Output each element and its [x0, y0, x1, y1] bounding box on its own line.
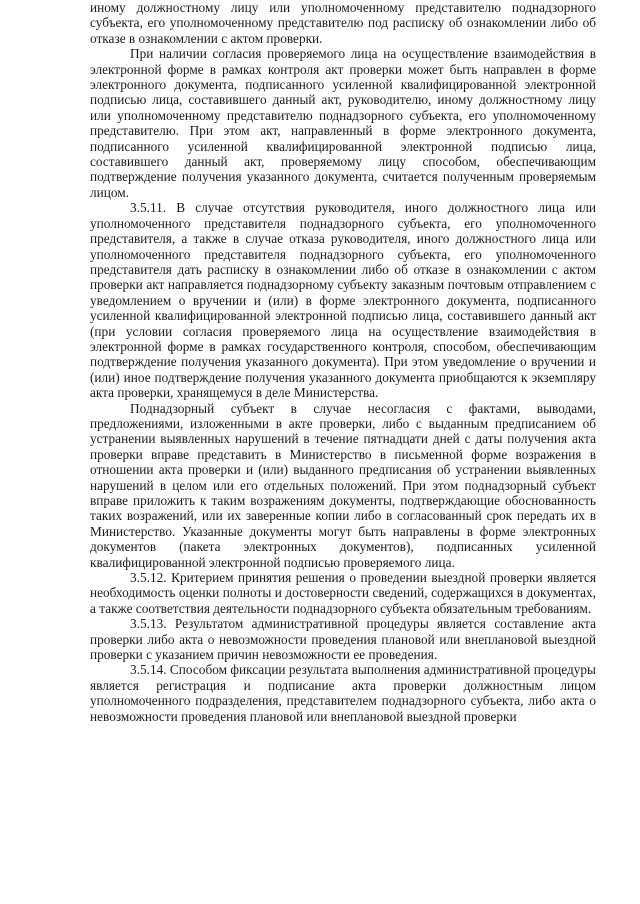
paragraph-3-5-12: 3.5.12. Критерием принятия решения о проведении выездной проверки является необходимость оценки полноты и достоверности сведений, содержащихся в документах, а также соответствия деятельности поднадзорного субъекта обязательным требованиям. [90, 570, 596, 616]
paragraph-electronic-act: При наличии согласия проверяемого лица на осуществление взаимодействия в электронной форме в рамках контроля акт проверки может быть направлен в форме электронного документа, подписанного усиленной квалифицированной электронной подписью лица, составившего данный акт, руководителю, иному должностному лицу или уполномоченному представителю поднадзорного субъекта, его уполномоченному представителю. При этом акт, направленный в форме электронного документа, подписанного усиленной квалифицированной электронной подписью лица, составившего данный акт, проверяемому лицу способом, обеспечивающим подтверждение получения указанного документа, считается полученным проверяемым лицом. [90, 46, 596, 200]
paragraph-continuation: иному должностному лицу или уполномоченному представителю поднадзорного субъекта, его уполномоченному представителю под расписку об ознакомлении либо об отказе в ознакомлении с актом проверки. [90, 0, 596, 46]
paragraph-3-5-13: 3.5.13. Результатом административной процедуры является составление акта проверки либо акта о невозможности проведения плановой или внеплановой выездной проверки с указанием причин невозможности ее проведения. [90, 616, 596, 663]
paragraph-3-5-14: 3.5.14. Способом фиксации результата выполнения административной процедуры является регистрация и подписание акта проверки должностным лицом уполномоченного подразделения, представителем поднадзорного субъекта, либо акта о невозможности проведения плановой или внеплановой выездной проверки [90, 662, 596, 724]
document-page [90, 0, 596, 724]
paragraph-objections: Поднадзорный субъект в случае несогласия с фактами, выводами, предложениями, изложенными в акте проверки, либо с выданным предписанием об устранении выявленных нарушений в течение пятнадцати дней с даты получения акта проверки вправе представить в Министерство в письменной форме возражения в отношении акта проверки и (или) выданного предписания об устранении выявленных нарушений в целом или его отдельных положений. При этом поднадзорный субъект вправе приложить к таким возражениям документы, подтверждающие обоснованность таких возражений, или их заверенные копии либо в согласованный срок передать их в Министерство. Указанные документы могут быть направлены в форме электронных документов (пакета электронных документов), подписанных усиленной квалифицированной электронной подписью проверяемого лица. [90, 400, 596, 570]
paragraph-3-5-11: 3.5.11. В случае отсутствия руководителя, иного должностного лица или уполномоченного представителя поднадзорного субъекта, его уполномоченного представителя, а также в случае отказа руководителя, иного должностного лица или уполномоченного представителя поднадзорного субъекта, его уполномоченного представителя дать расписку в ознакомлении либо об отказе в ознакомлении с актом проверки акт направляется поднадзорному субъекту заказным почтовым отправлением с уведомлением о вручении и (или) в форме электронного документа, подписанного усиленной квалифицированной электронной подписью лица, составившего данный акт (при условии согласия проверяемого лица на осуществление взаимодействия в электронной форме в рамках государственного контроля, способом, обеспечивающим подтверждение получения указанного документа). При этом уведомление о вручении и (или) иное подтверждение получения указанного документа приобщаются к экземпляру акта проверки, хранящемуся в деле Министерства. [90, 200, 596, 401]
